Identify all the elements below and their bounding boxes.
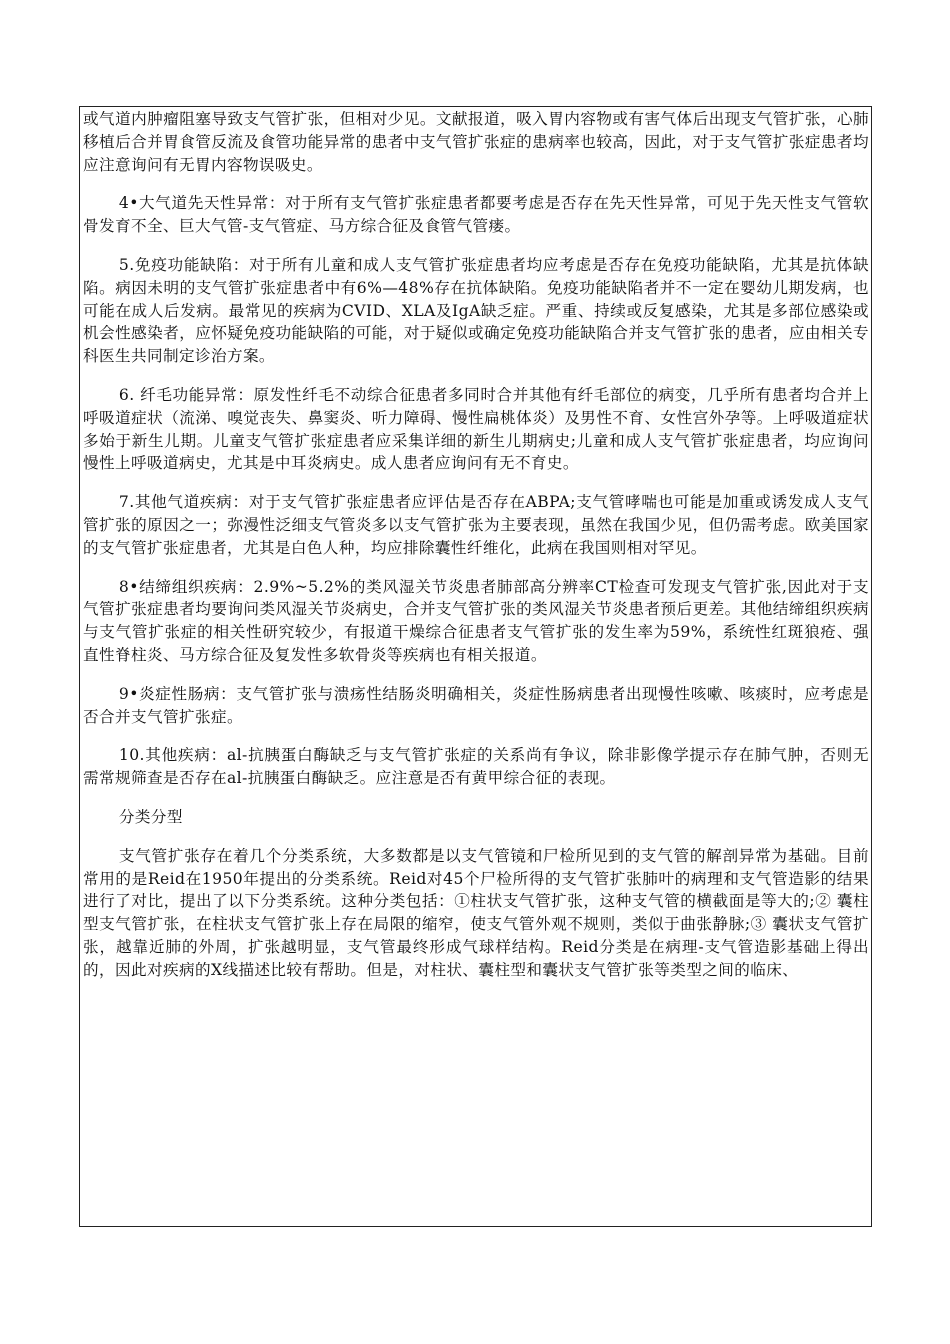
paragraph-connective-tissue-disease: 8•结缔组织疾病：2.9%~5.2%的类风湿关节炎患者肺部高分辨率CT检查可发现支气管扩张,因此对于支气管扩张症患者均要询问类风湿关节炎病史，合并支气管扩张的类风湿关节炎患者预后更差。其他结缔组织疾病与支气管扩张症的相关性研究较少，有报道干燥综合征患者支气管扩张的发生率为59%，系统性红斑狼疮、强直性脊柱炎、马方综合征及复发性多软骨炎等疾病也有相关报道。 <box>83 577 869 664</box>
paragraph-immunodeficiency: 5.免疫功能缺陷：对于所有儿童和成人支气管扩张症患者均应考虑是否存在免疫功能缺陷，尤其是抗体缺陷。病因未明的支气管扩张症患者中有6%—48%存在抗体缺陷。免疫功能缺陷者并不一定在婴幼儿期发病，也可能在成人后发病。最常见的疾病为CVID、XLA及IgA缺乏症。严重、持续或反复感染，尤其是多部位感染或机会性感染者，应怀疑免疫功能缺陷的可能，对于疑似或确定免疫功能缺陷合并支气管扩张的患者，应由相关专科医生共同制定诊治方案。 <box>83 255 869 366</box>
section-heading: 分类分型 <box>118 807 183 826</box>
paragraph-ciliary-dysfunction: 6. 纤毛功能异常：原发性纤毛不动综合征患者多同时合并其他有纤毛部位的病变，几乎所有患者均合并上呼吸道症状（流涕、嗅觉丧失、鼻窦炎、听力障碍、慢性扁桃体炎）及男性不育、女性宫外孕等。上呼吸道症状多始于新生儿期。儿童支气管扩张症患者应采集详细的新生儿期病史;儿童和成人支气管扩张症患者，均应询问慢性上呼吸道病史，尤其是中耳炎病史。成人患者应询问有无不育史。 <box>83 385 869 473</box>
paragraph-classification: 支气管扩张存在着几个分类系统，大多数都是以支气管镜和尸检所见到的支气管的解剖异常为基础。目前常用的是Reid在1950年提出的分类系统。Reid对45个尸检所得的支气管扩张肺叶的病理和支气管造影的结果进行了对比，提出了以下分类系统。这种分类包括：①柱状支气管扩张，这种支气管的横截面是等大的;② 囊柱型支气管扩张，在柱状支气管扩张上存在局限的缩窄，使支气管外观不规则，类似于曲张静脉;③ 囊状支气管扩张，越靠近肺的外周，扩张越明显，支气管最终形成气球样结构。Reid分类是在病理-支气管造影基础上得出的，因此对疾病的X线描述比较有帮助。但是，对柱状、囊柱型和囊状支气管扩张等类型之间的临床、 <box>83 846 869 979</box>
document-frame <box>79 106 872 1227</box>
paragraph-other-airway-disease: 7.其他气道疾病：对于支气管扩张症患者应评估是否存在ABPA;支气管哮喘也可能是加重或诱发成人支气管扩张的原因之一；弥漫性泛细支气管炎多以支气管扩张为主要表现，虽然在我国少见，但仍需考虑。欧美国家的支气管扩张症患者，尤其是白色人种，均应排除囊性纤维化，此病在我国则相对罕见。 <box>83 493 869 557</box>
paragraph-continuation: 或气道内肿瘤阻塞导致支气管扩张，但相对少见。文献报道，吸入胃内容物或有害气体后出现支气管扩张，心肺移植后合并胃食管反流及食管功能异常的患者中支气管扩张症的患病率也较高，因此，对于支气管扩张症患者均应注意询问有无胃内容物误吸史。 <box>83 110 869 174</box>
paragraph-congenital-airway-anomaly: 4•大气道先天性异常：对于所有支气管扩张症患者都要考虑是否存在先天性异常，可见于先天性支气管软骨发育不全、巨大气管-支气管症、马方综合征及食管气管瘘。 <box>83 194 869 236</box>
paragraph-inflammatory-bowel-disease: 9•炎症性肠病：支气管扩张与溃疡性结肠炎明确相关，炎症性肠病患者出现慢性咳嗽、咳痰时，应考虑是否合并支气管扩张症。 <box>83 684 869 726</box>
document-body <box>80 107 871 982</box>
paragraph-other-diseases: 10.其他疾病：al-抗胰蛋白酶缺乏与支气管扩张症的关系尚有争议，除非影像学提示存在肺气肿，否则无需常规筛查是否存在al-抗胰蛋白酶缺乏。应注意是否有黄甲综合征的表现。 <box>83 746 869 788</box>
